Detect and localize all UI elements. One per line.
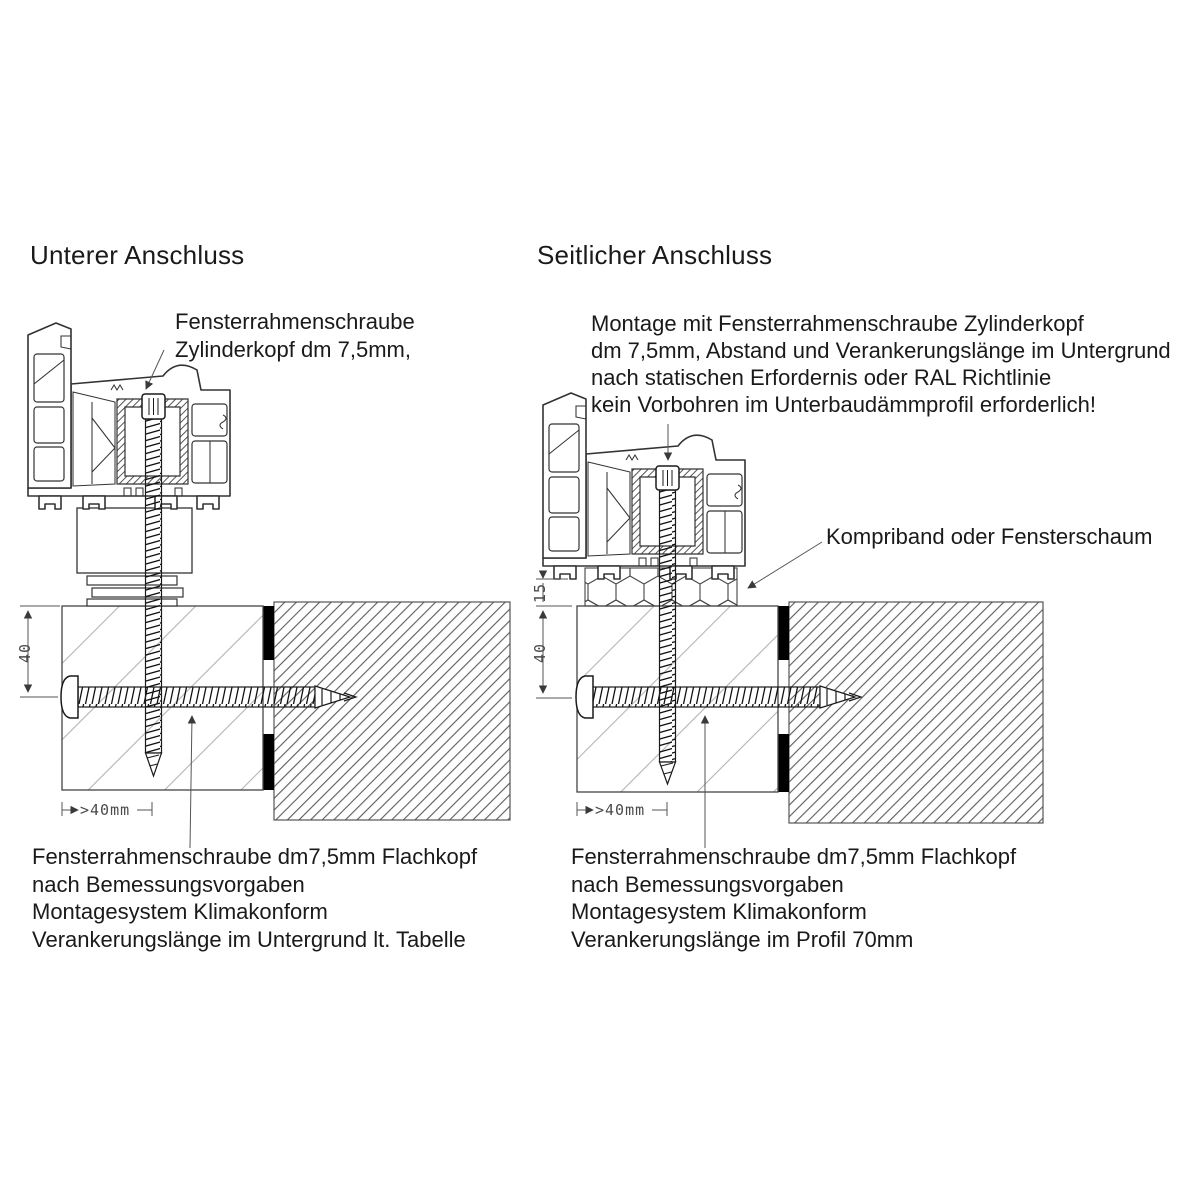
left-dim-40mm-label: >40mm bbox=[80, 801, 131, 819]
right-dim-40-label: 40 bbox=[531, 642, 549, 664]
right-vertical-screw bbox=[656, 466, 679, 784]
right-montage-note-line2: dm 7,5mm, Abstand und Verankerungslänge im Untergrund bbox=[591, 338, 1171, 363]
right-montage-note bbox=[591, 310, 1171, 418]
left-bottom-note-line4: Verankerungslänge im Untergrund lt. Tabelle bbox=[32, 926, 466, 952]
left-dim-40-label: 40 bbox=[16, 642, 34, 664]
right-bottom-note-line1: Fensterrahmenschraube dm7,5mm Flachkopf bbox=[571, 844, 1017, 869]
right-bottom-note-line2: nach Bemessungsvorgaben bbox=[571, 871, 844, 897]
right-leader-kompriband bbox=[748, 542, 822, 588]
right-masonry-wall bbox=[789, 602, 1043, 823]
left-bottom-notes bbox=[32, 843, 477, 953]
left-masonry-wall bbox=[274, 602, 510, 820]
left-bottom-note-line1: Fensterrahmenschraube dm7,5mm Flachkopf bbox=[32, 844, 478, 869]
left-screw-label-line2: Zylinderkopf dm 7,5mm, bbox=[175, 336, 411, 362]
left-vertical-screw bbox=[142, 394, 165, 776]
right-window-profile bbox=[543, 393, 745, 579]
right-diagram-title: Seitlicher Anschluss bbox=[537, 240, 773, 270]
left-screw-label bbox=[175, 308, 415, 363]
left-bottom-note-line2: nach Bemessungsvorgaben bbox=[32, 871, 305, 897]
left-diagram bbox=[20, 323, 510, 848]
right-bottom-note-line4: Verankerungslänge im Profil 70mm bbox=[571, 926, 914, 952]
right-dim-40mm-label: >40mm bbox=[595, 801, 646, 819]
right-diagram bbox=[536, 393, 1043, 848]
right-montage-note-line1: Montage mit Fensterrahmenschraube Zylinderkopf bbox=[591, 311, 1084, 336]
right-montage-note-line3: nach statischen Erfordernis oder RAL Richtlinie bbox=[591, 365, 1052, 390]
kompriband-label: Kompriband oder Fensterschaum bbox=[826, 524, 1153, 549]
left-packer-blocks bbox=[77, 508, 192, 606]
right-montage-note-line4: kein Vorbohren im Unterbaudämmprofil erforderlich! bbox=[591, 392, 1097, 417]
right-bottom-notes bbox=[571, 843, 1016, 953]
right-dim-15-label: 15 bbox=[531, 582, 549, 604]
right-bottom-note-line3: Montagesystem Klimakonform bbox=[571, 899, 867, 924]
left-bottom-note-line3: Montagesystem Klimakonform bbox=[32, 899, 328, 924]
left-diagram-title: Unterer Anschluss bbox=[30, 240, 245, 270]
left-screw-label-line1: Fensterrahmenschraube bbox=[175, 309, 415, 334]
